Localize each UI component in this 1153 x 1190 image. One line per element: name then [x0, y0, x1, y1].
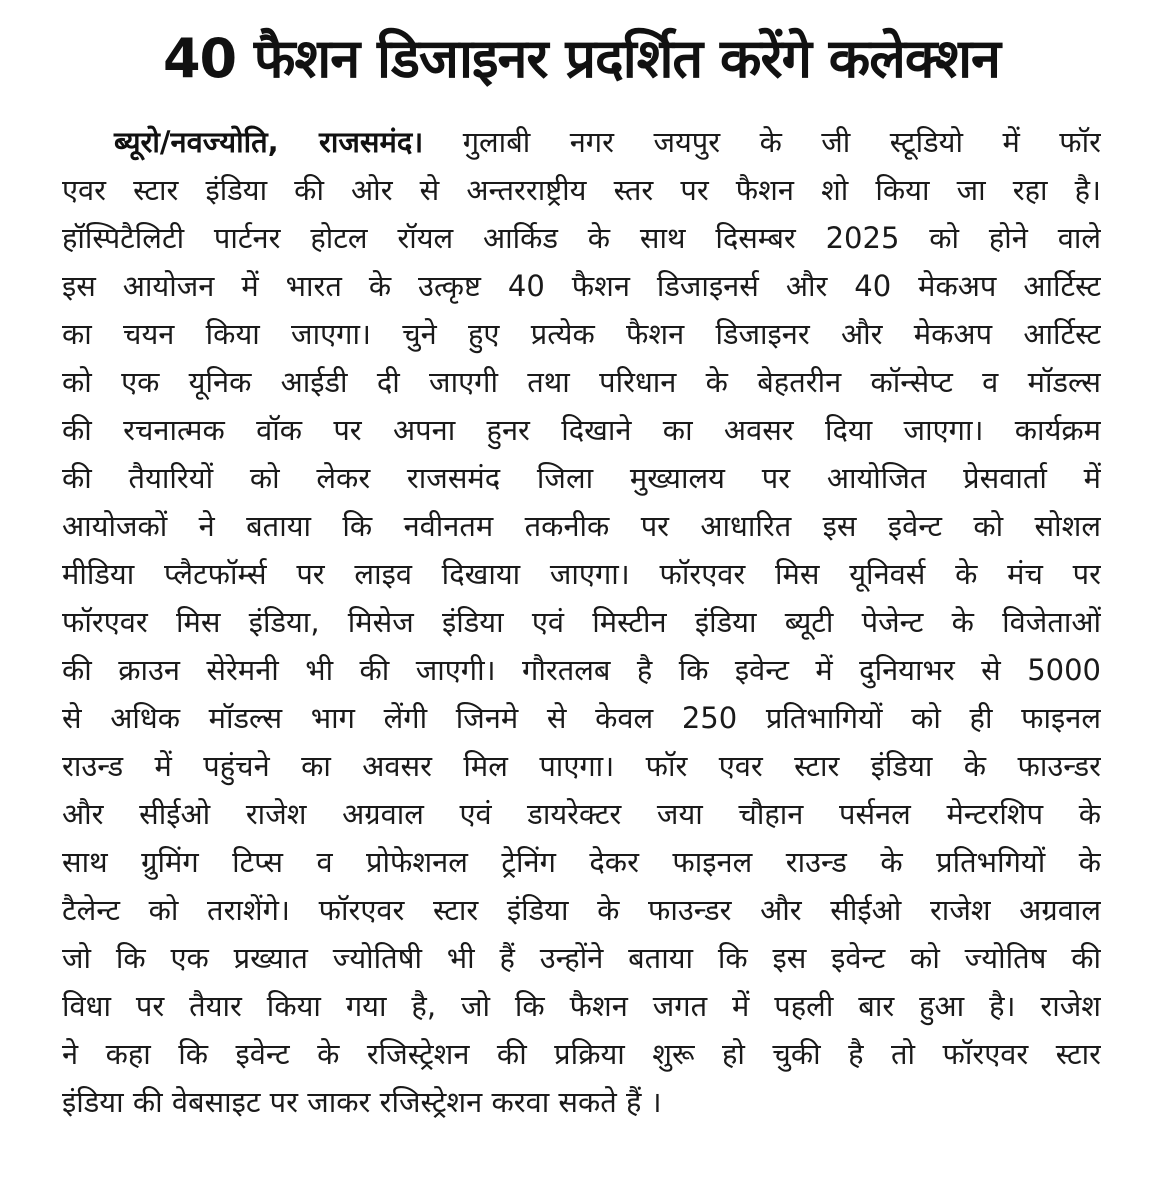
- article-line: [62, 118, 1101, 166]
- article-line: मीडिया प्लैटफॉर्म्स पर लाइव दिखाया जाएगा। फॉरएवर मिस यूनिवर्स के मंच पर: [62, 557, 1101, 591]
- article-line: आयोजकों ने बताया कि नवीनतम तकनीक पर आधारित इस इवेन्ट को सोशल: [62, 509, 1101, 543]
- article-line: साथ ग्रुमिंग टिप्स व प्रोफेशनल ट्रेनिंग देकर फाइनल राउन्ड के प्रतिभगियों के: [62, 845, 1101, 879]
- article-line: की क्राउन सेरेमनी भी की जाएगी। गौरतलब है कि इवेन्ट में दुनियाभर से 5000: [62, 653, 1101, 687]
- article-line: इंडिया की वेबसाइट पर जाकर रजिस्ट्रेशन करवा सकते हैं ।: [62, 1085, 662, 1119]
- article-line-text: गुलाबी नगर जयपुर के जी स्टूडियो में फॉर: [423, 125, 1101, 159]
- article-line: की रचनात्मक वॉक पर अपना हुनर दिखाने का अवसर दिया जाएगा। कार्यक्रम: [62, 413, 1101, 447]
- article-line: से अधिक मॉडल्स भाग लेंगी जिनमे से केवल 250 प्रतिभागियों को ही फाइनल: [62, 701, 1101, 735]
- article-line: इस आयोजन में भारत के उत्कृष्ट 40 फैशन डिजाइनर्स और 40 मेकअप आर्टिस्ट: [62, 269, 1101, 303]
- headline: 40 फैशन डिजाइनर प्रदर्शित करेंगे कलेक्शन: [162, 27, 1001, 90]
- article-line: एवर स्टार इंडिया की ओर से अन्तरराष्ट्रीय स्तर पर फैशन शो किया जा रहा है।: [62, 173, 1101, 207]
- dateline: ब्यूरो/नवज्योति, राजसमंद।: [114, 125, 424, 159]
- article-line: विधा पर तैयार किया गया है, जो कि फैशन जगत में पहली बार हुआ है। राजेश: [62, 989, 1101, 1023]
- article-line: का चयन किया जाएगा। चुने हुए प्रत्येक फैशन डिजाइनर और मेकअप आर्टिस्ट: [62, 317, 1101, 351]
- article-line: की तैयारियों को लेकर राजसमंद जिला मुख्यालय पर आयोजित प्रेसवार्ता में: [62, 461, 1101, 495]
- article-line: जो कि एक प्रख्यात ज्योतिषी भी हैं उन्होंने बताया कि इस इवेन्ट को ज्योतिष की: [62, 941, 1101, 975]
- article-line: टैलेन्ट को तराशेंगे। फॉरएवर स्टार इंडिया के फाउन्डर और सीईओ राजेश अग्रवाल: [62, 893, 1101, 927]
- article-line: और सीईओ राजेश अग्रवाल एवं डायरेक्टर जया चौहान पर्सनल मेन्टरशिप के: [62, 797, 1101, 831]
- article-body: [62, 118, 1101, 1126]
- article-line: को एक यूनिक आईडी दी जाएगी तथा परिधान के बेहतरीन कॉन्सेप्ट व मॉडल्स: [62, 365, 1101, 399]
- article-line: हॉस्पिटैलिटी पार्टनर होटल रॉयल आर्किड के साथ दिसम्बर 2025 को होने वाले: [62, 221, 1101, 255]
- article-line: फॉरएवर मिस इंडिया, मिसेज इंडिया एवं मिस्टीन इंडिया ब्यूटी पेजेन्ट के विजेताओं: [62, 605, 1101, 639]
- article-line: राउन्ड में पहुंचने का अवसर मिल पाएगा। फॉर एवर स्टार इंडिया के फाउन्डर: [62, 749, 1101, 783]
- article-line: ने कहा कि इवेन्ट के रजिस्ट्रेशन की प्रक्रिया शुरू हो चुकी है तो फॉरएवर स्टार: [62, 1037, 1101, 1071]
